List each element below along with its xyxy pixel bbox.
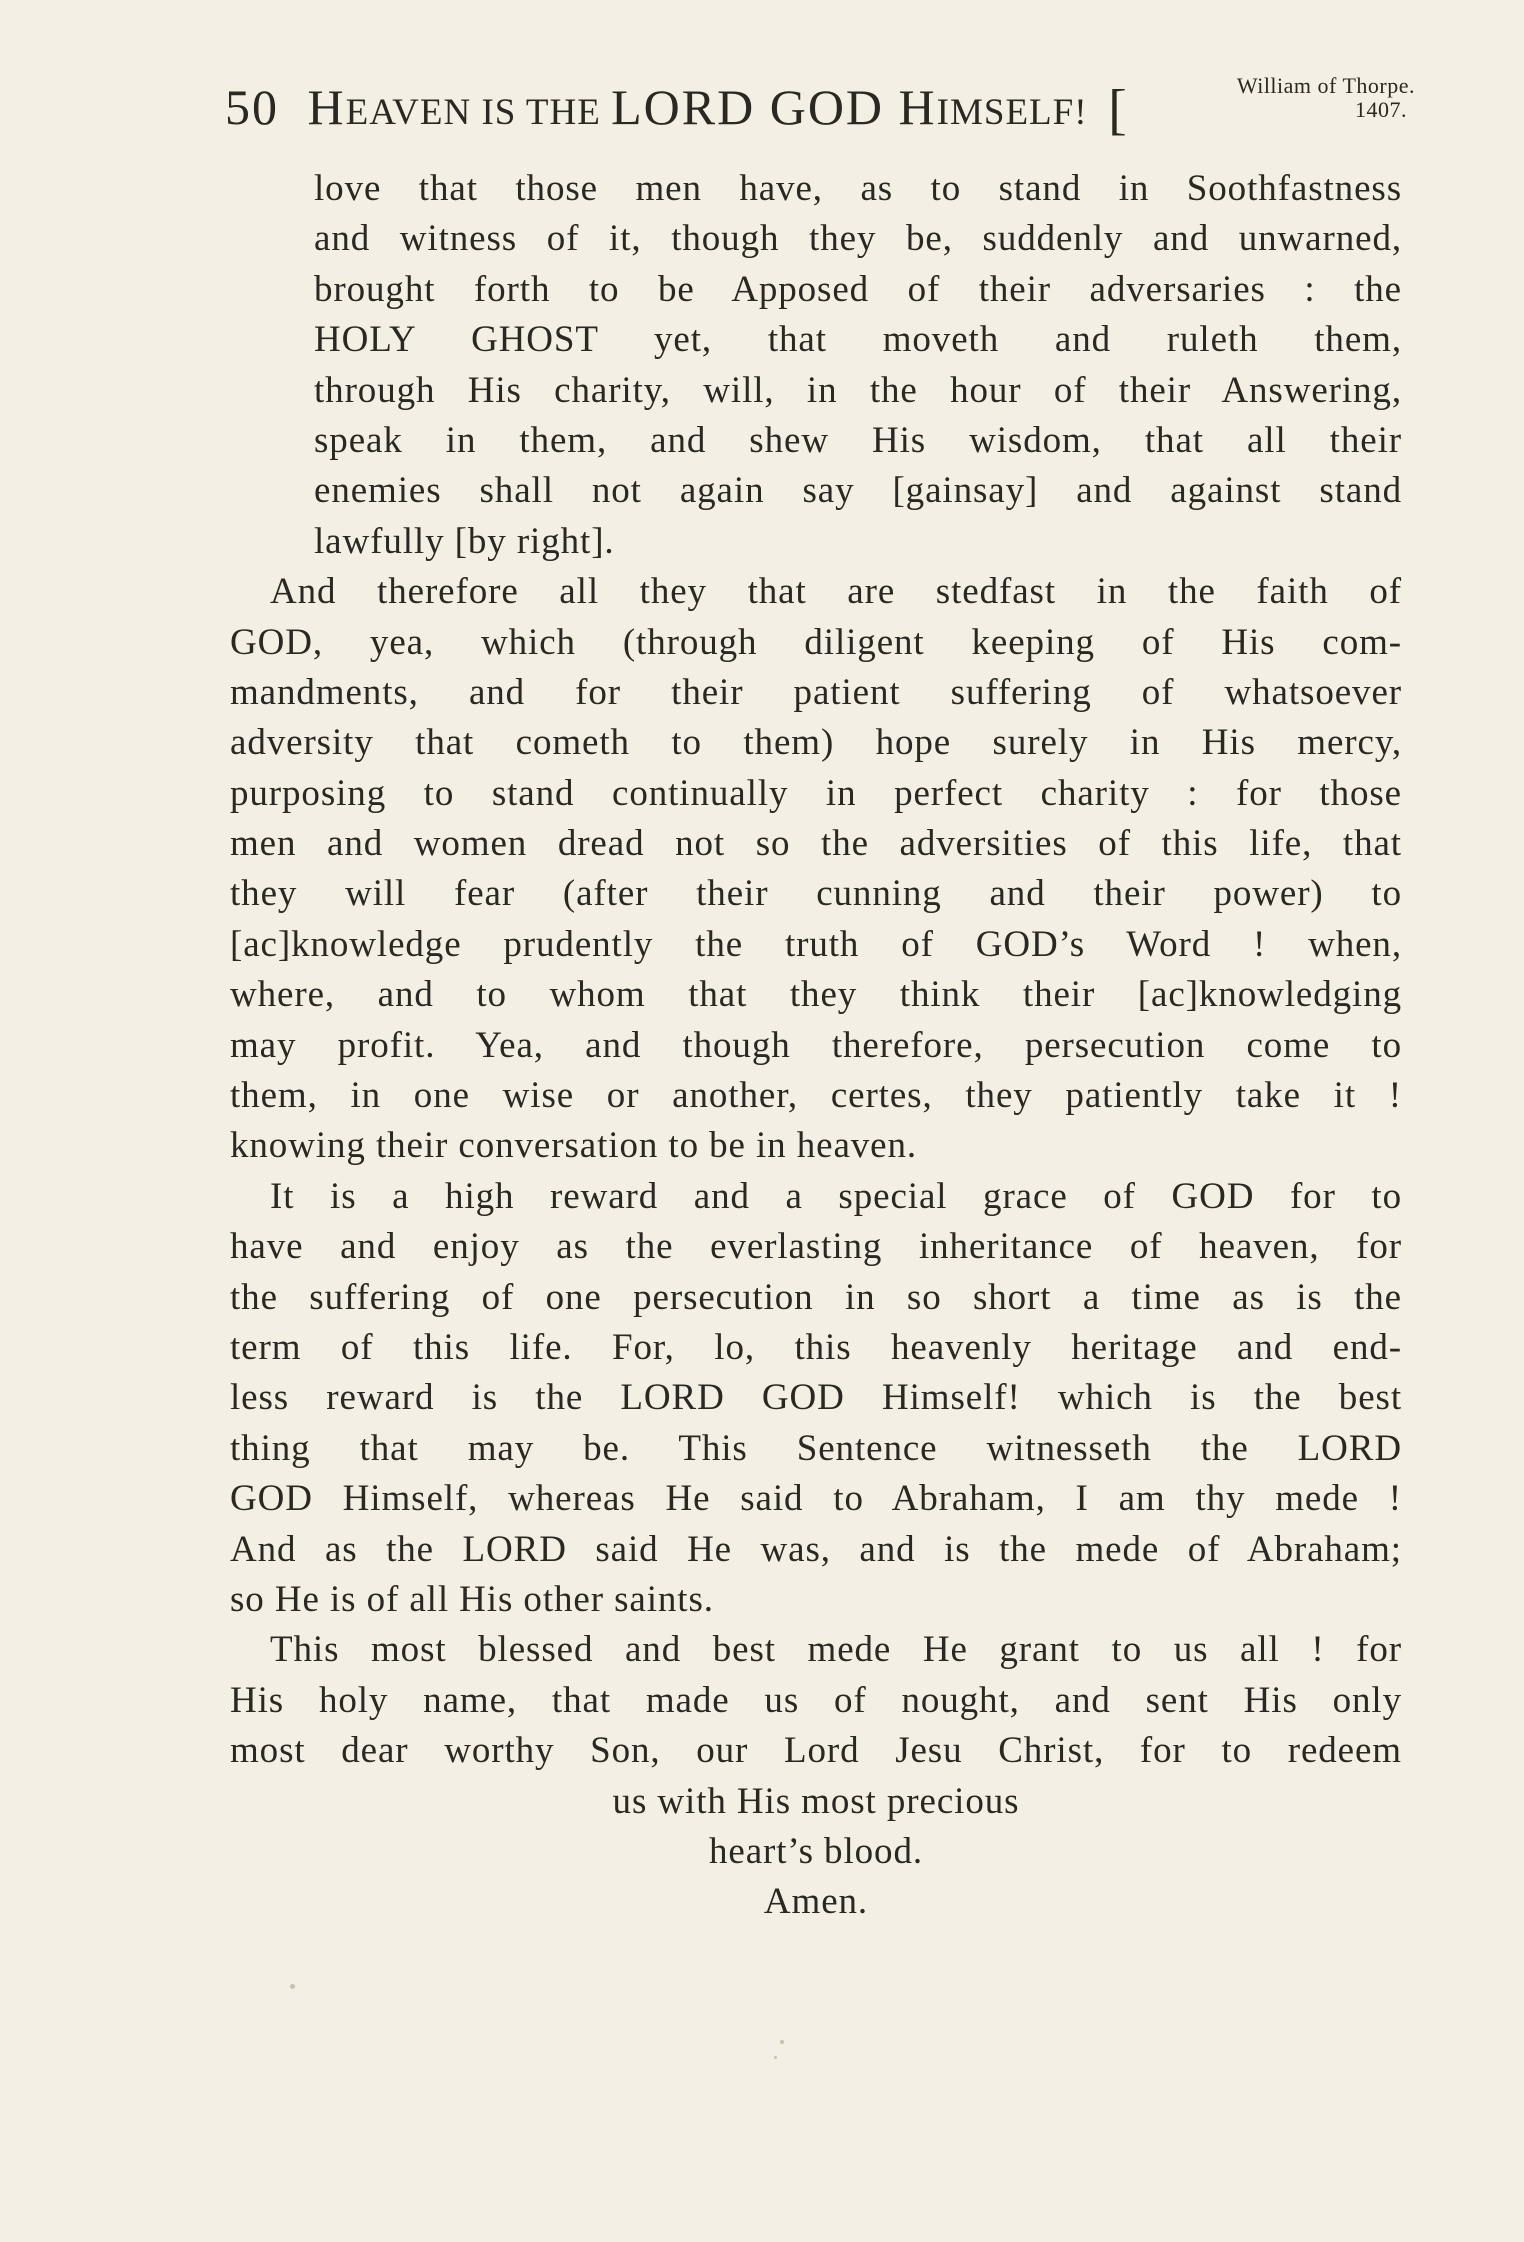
side-note-bracket: [ — [1108, 79, 1129, 141]
closing-line: heart’s blood. — [708, 1830, 923, 1872]
text-line: And as the LORD said He was, and is the mede of Abraham; — [230, 1528, 1402, 1570]
body-text — [230, 164, 1402, 1928]
paragraph-3 — [230, 1172, 1402, 1626]
text-line: His holy name, that made us of nought, and sent His only — [230, 1679, 1402, 1721]
text-line: so He is of all His other saints. — [230, 1578, 714, 1620]
paper-speck — [290, 1984, 295, 1989]
text-line: lawfully [by right]. — [314, 520, 615, 562]
text-line: love that those men have, as to stand in Soothfastness — [314, 168, 1402, 209]
text-line: mandments, and for their patient suffering of whatsoever — [230, 671, 1402, 713]
side-note-year: 1407. — [1355, 97, 1407, 122]
paragraph-4 — [230, 1625, 1402, 1927]
text-line: term of this life. For, lo, this heavenly heritage and end- — [230, 1326, 1402, 1368]
text-line: may profit. Yea, and though therefore, persecution come to — [230, 1024, 1402, 1066]
text-line: men and women dread not so the adversities of this life, that — [230, 823, 1402, 865]
text-line: brought forth to be Apposed of their adversaries : the — [314, 268, 1402, 310]
text-line: This most blessed and best mede He grant to us all ! for — [270, 1629, 1402, 1671]
closing-line: us with His most precious — [612, 1780, 1020, 1822]
text-line: them, in one wise or another, certes, they patiently take it ! — [230, 1075, 1402, 1117]
text-line: and witness of it, though they be, suddenly and unwarned, — [314, 218, 1402, 260]
text-line: HOLY GHOST yet, that moveth and ruleth them, — [314, 319, 1402, 361]
text-line: through His charity, will, in the hour of their Answering, — [314, 369, 1402, 411]
text-line: [ac]knowledge prudently the truth of GOD’s Word ! when, — [230, 923, 1402, 965]
side-note-author: William of Thorpe. — [1236, 73, 1415, 98]
title-initial-h2: H — [898, 79, 937, 135]
text-line: enemies shall not again say [gainsay] and against stand — [314, 470, 1402, 512]
paragraph-2 — [230, 567, 1402, 1172]
title-lord-god: LORD GOD — [611, 79, 899, 135]
title-heaven-is-the: EAVEN IS THE — [345, 92, 612, 133]
text-line: GOD, yea, which (through diligent keeping of His com- — [230, 621, 1402, 663]
paper-speck — [780, 2040, 784, 2044]
text-line: they will fear (after their cunning and their power) to — [230, 873, 1402, 915]
text-line: less reward is the LORD GOD Himself! which is the best — [230, 1377, 1402, 1419]
text-line: adversity that cometh to them) hope surely in His mercy, — [230, 722, 1402, 764]
text-line: purposing to stand continually in perfect charity : for those — [230, 772, 1402, 814]
text-line: And therefore all they that are stedfast in the faith of — [270, 571, 1402, 613]
text-line: most dear worthy Son, our Lord Jesu Christ, for to redeem — [230, 1730, 1402, 1772]
text-line: knowing their conversation to be in heaven. — [230, 1125, 918, 1167]
paper-speck — [774, 2056, 777, 2059]
closing-amen: Amen. — [763, 1881, 869, 1923]
text-line: GOD Himself, whereas He said to Abraham, I am thy mede ! — [230, 1478, 1402, 1520]
page-number: 50 — [225, 79, 279, 135]
text-line: the suffering of one persecution in so short a time as is the — [230, 1276, 1402, 1318]
title-initial-h: H — [307, 79, 346, 135]
text-line: It is a high reward and a special grace of GOD for to — [270, 1175, 1402, 1217]
text-line: have and enjoy as the everlasting inheritance of heaven, for — [230, 1226, 1402, 1268]
side-note — [1237, 74, 1415, 122]
text-line: where, and to whom that they think their [ac]knowledging — [230, 974, 1402, 1016]
text-line: thing that may be. This Sentence witnesseth the LORD — [230, 1427, 1402, 1469]
running-head — [225, 72, 1415, 142]
text-line: speak in them, and shew His wisdom, that all their — [314, 419, 1402, 461]
title-imself: IMSELF! — [936, 92, 1088, 133]
paragraph-1 — [230, 164, 1402, 567]
